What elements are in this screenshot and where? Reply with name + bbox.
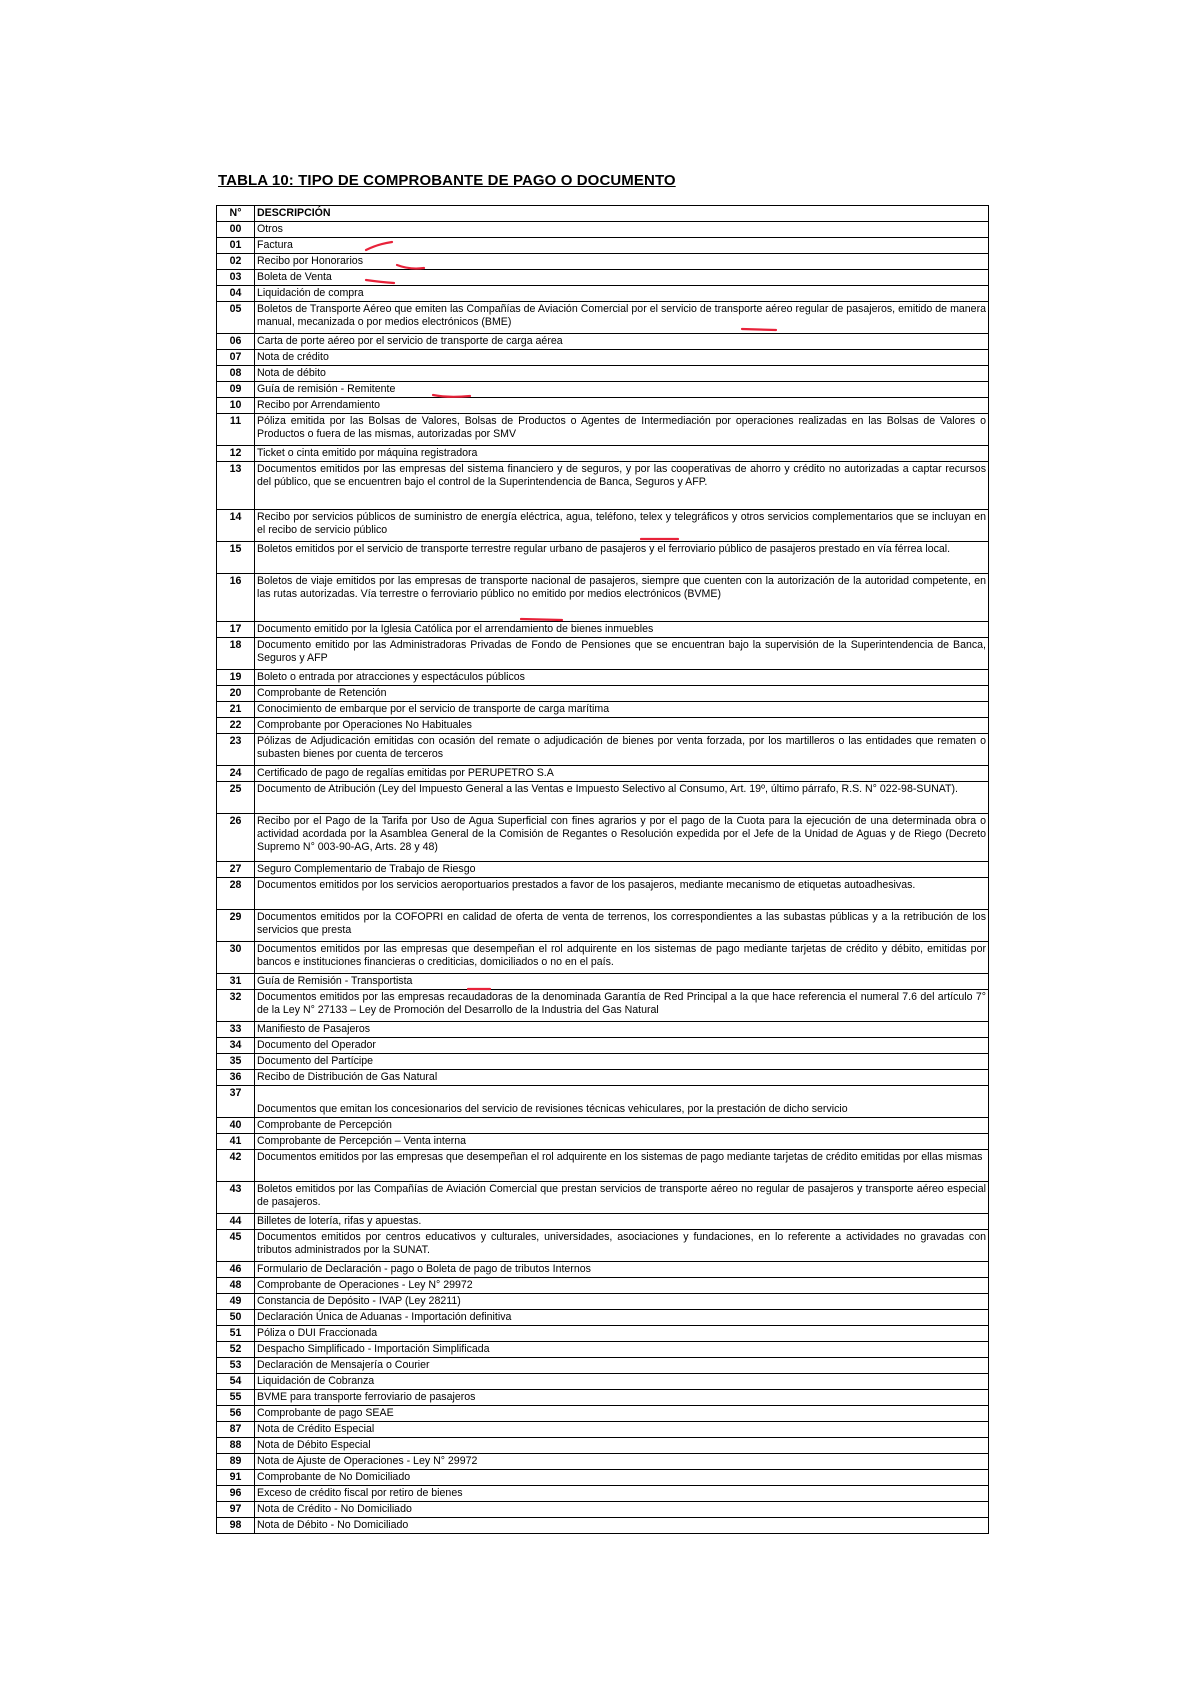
row-number: 01 (217, 238, 255, 254)
row-description: Documento de Atribución (Ley del Impuesto General a las Ventas e Impuesto Selectivo al Consumo, Art. 19º, último párrafo, R.S. N° 022-98-SUNAT). (255, 782, 989, 814)
row-number: 07 (217, 350, 255, 366)
table-row (217, 1438, 989, 1454)
row-number: 32 (217, 990, 255, 1022)
row-number: 48 (217, 1278, 255, 1294)
row-number: 34 (217, 1038, 255, 1054)
page-title: TABLA 10: TIPO DE COMPROBANTE DE PAGO O DOCUMENTO (218, 172, 676, 189)
row-number: 49 (217, 1294, 255, 1310)
table-row (217, 1374, 989, 1390)
row-description: Conocimiento de embarque por el servicio de transporte de carga marítima (255, 702, 989, 718)
table-row (217, 1310, 989, 1326)
row-description: Comprobante por Operaciones No Habituales (255, 718, 989, 734)
row-number: 97 (217, 1502, 255, 1518)
table-row (217, 1086, 989, 1118)
table-row (217, 1502, 989, 1518)
row-number: 91 (217, 1470, 255, 1486)
row-description: Declaración de Mensajería o Courier (255, 1358, 989, 1374)
row-number: 17 (217, 622, 255, 638)
row-description: Billetes de lotería, rifas y apuestas. (255, 1214, 989, 1230)
row-description: Exceso de crédito fiscal por retiro de bienes (255, 1486, 989, 1502)
table-row (217, 1454, 989, 1470)
row-number: 43 (217, 1182, 255, 1214)
table-row (217, 686, 989, 702)
row-description: Comprobante de Percepción (255, 1118, 989, 1134)
row-description: Comprobante de No Domiciliado (255, 1470, 989, 1486)
row-number: 24 (217, 766, 255, 782)
row-description: Manifiesto de Pasajeros (255, 1022, 989, 1038)
table-row (217, 702, 989, 718)
row-description: Recibo de Distribución de Gas Natural (255, 1070, 989, 1086)
row-description: Nota de Ajuste de Operaciones - Ley N° 29972 (255, 1454, 989, 1470)
row-number: 36 (217, 1070, 255, 1086)
row-description: Comprobante de Operaciones - Ley N° 29972 (255, 1278, 989, 1294)
row-number: 05 (217, 302, 255, 334)
table-row (217, 510, 989, 542)
table-row (217, 1278, 989, 1294)
row-number: 03 (217, 270, 255, 286)
row-number: 12 (217, 446, 255, 462)
table-row (217, 1406, 989, 1422)
row-description: Boleto o entrada por atracciones y espectáculos públicos (255, 670, 989, 686)
row-description: Documento del Operador (255, 1038, 989, 1054)
row-number: 26 (217, 814, 255, 862)
row-number: 02 (217, 254, 255, 270)
row-number: 15 (217, 542, 255, 574)
row-number: 27 (217, 862, 255, 878)
row-number: 18 (217, 638, 255, 670)
row-description: Carta de porte aéreo por el servicio de transporte de carga aérea (255, 334, 989, 350)
row-description: Documento emitido por la Iglesia Católica por el arrendamiento de bienes inmuebles (255, 622, 989, 638)
row-description: Formulario de Declaración - pago o Boleta de pago de tributos Internos (255, 1262, 989, 1278)
row-description: Nota de Crédito - No Domiciliado (255, 1502, 989, 1518)
row-description: Documentos emitidos por las empresas recaudadoras de la denominada Garantía de Red Principal a la que hace referencia el numeral 7.6 del artículo 7° de la Ley N° 27133 – Ley de Promoción del Desarrollo de la Industria del Gas Natural (255, 990, 989, 1022)
table-row (217, 862, 989, 878)
row-description: Comprobante de Percepción – Venta interna (255, 1134, 989, 1150)
row-number: 19 (217, 670, 255, 686)
table-row (217, 462, 989, 510)
row-description: Boletos de Transporte Aéreo que emiten las Compañías de Aviación Comercial por el servicio de transporte aéreo regular de pasajeros, emitido de manera manual, mecanizada o por medios electrónicos (BME) (255, 302, 989, 334)
row-description: Nota de débito (255, 366, 989, 382)
row-description: Documento del Partícipe (255, 1054, 989, 1070)
table-row (217, 990, 989, 1022)
header-description: DESCRIPCIÓN (255, 206, 989, 222)
row-description: Recibo por Arrendamiento (255, 398, 989, 414)
table-row (217, 1214, 989, 1230)
row-number: 88 (217, 1438, 255, 1454)
row-number: 42 (217, 1150, 255, 1182)
row-number: 20 (217, 686, 255, 702)
row-description: Seguro Complementario de Trabajo de Riesgo (255, 862, 989, 878)
table-row (217, 1390, 989, 1406)
row-number: 40 (217, 1118, 255, 1134)
row-number: 37 (217, 1086, 255, 1118)
row-description: Boletos de viaje emitidos por las empresas de transporte nacional de pasajeros, siempre que cuenten con la autorización de la autoridad competente, en las rutas autorizadas. Vía terrestre o ferroviario público no emitido por medios electrónicos (BVME) (255, 574, 989, 622)
table-row (217, 1486, 989, 1502)
row-description: Boletos emitidos por el servicio de transporte terrestre regular urbano de pasajeros y el ferroviario público de pasajeros prestado en vía férrea local. (255, 542, 989, 574)
row-description: Póliza emitida por las Bolsas de Valores, Bolsas de Productos o Agentes de Intermediación por operaciones realizadas en las Bolsas de Valores o Productos o fuera de las mismas, autorizadas por SMV (255, 414, 989, 446)
table-row (217, 286, 989, 302)
row-description: Documentos que emitan los concesionarios del servicio de revisiones técnicas vehiculares, por la prestación de dicho servicio (255, 1086, 989, 1118)
table-row (217, 222, 989, 238)
row-number: 30 (217, 942, 255, 974)
document-type-table (216, 205, 989, 1534)
row-description: Ticket o cinta emitido por máquina registradora (255, 446, 989, 462)
row-number: 31 (217, 974, 255, 990)
table-row (217, 1070, 989, 1086)
table-row (217, 910, 989, 942)
table-header-row (217, 206, 989, 222)
row-description: Boleta de Venta (255, 270, 989, 286)
table-row (217, 1054, 989, 1070)
row-description: Recibo por servicios públicos de suministro de energía eléctrica, agua, teléfono, telex y telegráficos y otros servicios complementarios que se incluyan en el recibo de servicio público (255, 510, 989, 542)
table-row (217, 734, 989, 766)
table-row (217, 334, 989, 350)
row-number: 08 (217, 366, 255, 382)
row-number: 22 (217, 718, 255, 734)
row-number: 35 (217, 1054, 255, 1070)
row-number: 33 (217, 1022, 255, 1038)
row-number: 21 (217, 702, 255, 718)
table-row (217, 1518, 989, 1534)
row-description: Nota de crédito (255, 350, 989, 366)
table-row (217, 1022, 989, 1038)
row-number: 50 (217, 1310, 255, 1326)
table-row (217, 718, 989, 734)
row-number: 87 (217, 1422, 255, 1438)
row-description: Póliza o DUI Fraccionada (255, 1326, 989, 1342)
table-row (217, 638, 989, 670)
table-row (217, 1150, 989, 1182)
row-description: Nota de Débito - No Domiciliado (255, 1518, 989, 1534)
row-number: 29 (217, 910, 255, 942)
row-description: Despacho Simplificado - Importación Simplificada (255, 1342, 989, 1358)
table-row (217, 302, 989, 334)
row-number: 09 (217, 382, 255, 398)
row-description: Comprobante de pago SEAE (255, 1406, 989, 1422)
table-row (217, 782, 989, 814)
table-row (217, 1342, 989, 1358)
table-row (217, 814, 989, 862)
row-description: BVME para transporte ferroviario de pasajeros (255, 1390, 989, 1406)
row-number: 52 (217, 1342, 255, 1358)
row-description: Factura (255, 238, 989, 254)
table-row (217, 622, 989, 638)
row-description: Documentos emitidos por los servicios aeroportuarios prestados a favor de los pasajeros, mediante mecanismo de etiquetas autoadhesivas. (255, 878, 989, 910)
row-number: 45 (217, 1230, 255, 1262)
row-description: Recibo por Honorarios (255, 254, 989, 270)
row-number: 14 (217, 510, 255, 542)
row-description: Guía de remisión - Remitente (255, 382, 989, 398)
row-description: Liquidación de compra (255, 286, 989, 302)
row-number: 11 (217, 414, 255, 446)
row-description: Certificado de pago de regalías emitidas por PERUPETRO S.A (255, 766, 989, 782)
row-number: 89 (217, 1454, 255, 1470)
row-description: Constancia de Depósito - IVAP (Ley 28211) (255, 1294, 989, 1310)
table-row (217, 254, 989, 270)
row-number: 06 (217, 334, 255, 350)
row-number: 98 (217, 1518, 255, 1534)
table-row (217, 878, 989, 910)
row-number: 16 (217, 574, 255, 622)
table-row (217, 1422, 989, 1438)
table-row (217, 670, 989, 686)
row-description: Recibo por el Pago de la Tarifa por Uso de Agua Superficial con fines agrarios y por el pago de la Cuota para la ejecución de una determinada obra o actividad acordada por la Asamblea General de la Comisión de Regantes o Resolución expedida por el Jefe de la Unidad de Aguas y de Riego (Decreto Supremo N° 003-90-AG, Arts. 28 y 48) (255, 814, 989, 862)
row-description: Pólizas de Adjudicación emitidas con ocasión del remate o adjudicación de bienes por venta forzada, por los martilleros o las entidades que rematen o subasten bienes por cuenta de terceros (255, 734, 989, 766)
row-number: 00 (217, 222, 255, 238)
table-row (217, 382, 989, 398)
row-number: 55 (217, 1390, 255, 1406)
row-number: 41 (217, 1134, 255, 1150)
table-row (217, 942, 989, 974)
row-description: Documentos emitidos por las empresas que desempeñan el rol adquirente en los sistemas de pago mediante tarjetas de crédito y débito, emitidas por bancos e instituciones financieras o crediticias, domiciliados o no en el país. (255, 942, 989, 974)
row-number: 56 (217, 1406, 255, 1422)
table-body (217, 222, 989, 1534)
row-number: 04 (217, 286, 255, 302)
row-description: Comprobante de Retención (255, 686, 989, 702)
row-description: Documentos emitidos por las empresas del sistema financiero y de seguros, y por las cooperativas de ahorro y crédito no autorizadas a captar recursos del público, que se encuentren bajo el control de la Superintendencia de Banca, Seguros y AFP. (255, 462, 989, 510)
row-description: Nota de Crédito Especial (255, 1422, 989, 1438)
table-row (217, 1230, 989, 1262)
table-row (217, 1470, 989, 1486)
table-row (217, 350, 989, 366)
row-number: 46 (217, 1262, 255, 1278)
table-row (217, 1038, 989, 1054)
table-row (217, 1182, 989, 1214)
row-number: 10 (217, 398, 255, 414)
table-row (217, 1262, 989, 1278)
table-row (217, 1358, 989, 1374)
table-row (217, 574, 989, 622)
row-description: Guía de Remisión - Transportista (255, 974, 989, 990)
table-row (217, 366, 989, 382)
row-number: 25 (217, 782, 255, 814)
row-number: 44 (217, 1214, 255, 1230)
row-description: Documento emitido por las Administradoras Privadas de Fondo de Pensiones que se encuentran bajo la supervisión de la Superintendencia de Banca, Seguros y AFP (255, 638, 989, 670)
row-number: 53 (217, 1358, 255, 1374)
table-row (217, 270, 989, 286)
header-number: N° (217, 206, 255, 222)
table-row (217, 414, 989, 446)
row-description: Boletos emitidos por las Compañías de Aviación Comercial que prestan servicios de transporte aéreo no regular de pasajeros y transporte aéreo especial de pasajeros. (255, 1182, 989, 1214)
row-description: Otros (255, 222, 989, 238)
row-number: 28 (217, 878, 255, 910)
table-row (217, 542, 989, 574)
table-row (217, 1326, 989, 1342)
row-description: Liquidación de Cobranza (255, 1374, 989, 1390)
row-number: 23 (217, 734, 255, 766)
row-description: Documentos emitidos por la COFOPRI en calidad de oferta de venta de terrenos, los correspondientes a las subastas públicas y a la retribución de los servicios que presta (255, 910, 989, 942)
table-row (217, 1118, 989, 1134)
row-number: 96 (217, 1486, 255, 1502)
row-number: 13 (217, 462, 255, 510)
table-row (217, 766, 989, 782)
table-row (217, 1294, 989, 1310)
row-description: Documentos emitidos por centros educativos y culturales, universidades, asociaciones y fundaciones, en lo referente a actividades no gravadas con tributos administrados por la SUNAT. (255, 1230, 989, 1262)
table-row (217, 238, 989, 254)
row-number: 51 (217, 1326, 255, 1342)
row-description: Nota de Débito Especial (255, 1438, 989, 1454)
table-row (217, 1134, 989, 1150)
table-row (217, 446, 989, 462)
table-row (217, 398, 989, 414)
row-description: Declaración Única de Aduanas - Importación definitiva (255, 1310, 989, 1326)
row-number: 54 (217, 1374, 255, 1390)
table-row (217, 974, 989, 990)
row-description: Documentos emitidos por las empresas que desempeñan el rol adquirente en los sistemas de pago mediante tarjetas de crédito emitidas por ellas mismas (255, 1150, 989, 1182)
